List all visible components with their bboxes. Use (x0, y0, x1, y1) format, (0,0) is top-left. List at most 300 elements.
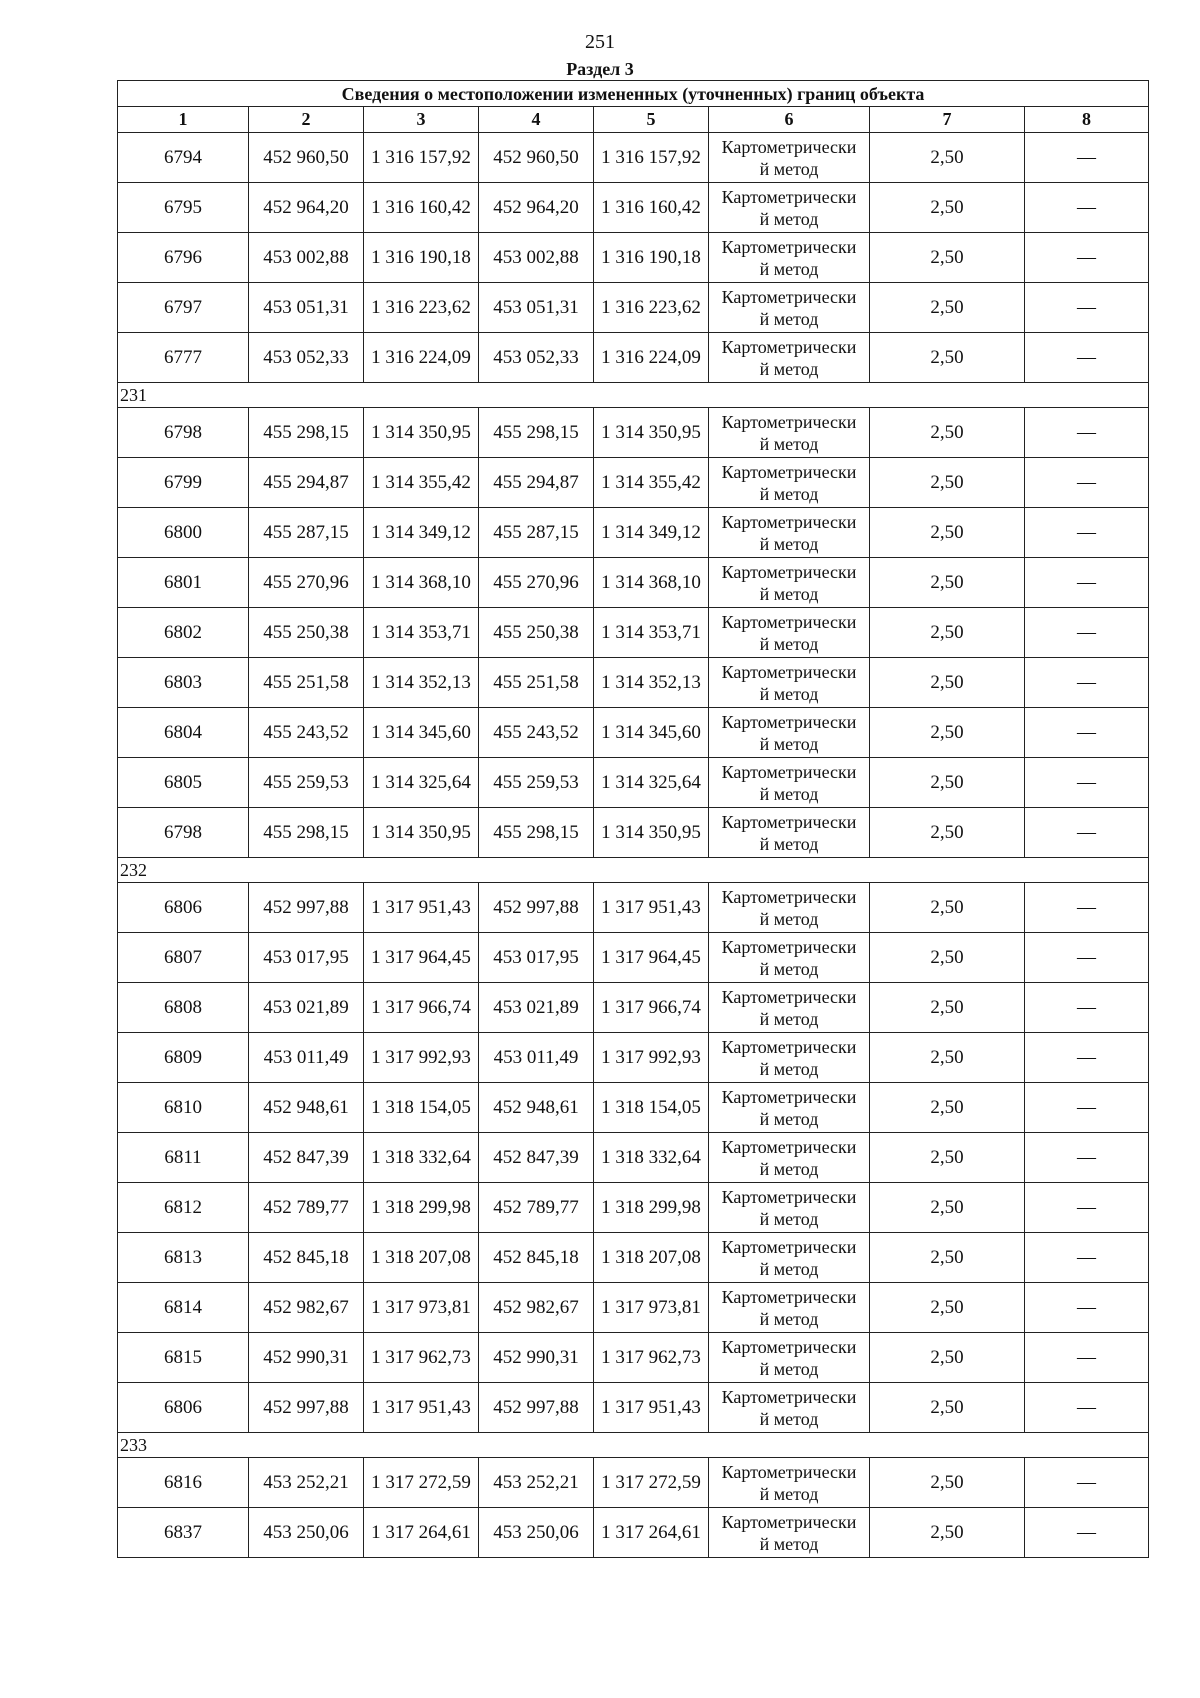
method-cell (709, 1183, 870, 1233)
method-line-2: й метод (759, 958, 819, 979)
y-new-cell: 1 314 345,60 (594, 708, 709, 758)
method-line-1: Картометрически (721, 611, 857, 632)
x-new-cell: 455 298,15 (479, 808, 594, 858)
method-line-2: й метод (759, 1408, 819, 1429)
point-number-cell: 6812 (118, 1183, 249, 1233)
y-old-cell: 1 314 325,64 (364, 758, 479, 808)
y-old-cell: 1 314 352,13 (364, 658, 479, 708)
point-number-cell: 6800 (118, 508, 249, 558)
table-row (118, 408, 1149, 458)
group-label: 231 (118, 383, 1149, 408)
point-number-cell: 6813 (118, 1233, 249, 1283)
x-new-cell: 455 251,58 (479, 658, 594, 708)
x-old-cell: 452 964,20 (249, 183, 364, 233)
y-old-cell: 1 317 992,93 (364, 1033, 479, 1083)
table-title: Сведения о местоположении измененных (уточненных) границ объекта (118, 81, 1149, 107)
method-line-1: Картометрически (721, 461, 857, 482)
table-row (118, 608, 1149, 658)
description-cell: — (1025, 758, 1149, 808)
point-number-cell: 6796 (118, 233, 249, 283)
point-number-cell: 6798 (118, 408, 249, 458)
method-cell (709, 983, 870, 1033)
column-header-2: 2 (249, 107, 364, 133)
description-cell: — (1025, 708, 1149, 758)
method-cell (709, 1233, 870, 1283)
boundary-coordinates-table (117, 80, 1149, 1558)
table-row (118, 658, 1149, 708)
x-new-cell: 452 789,77 (479, 1183, 594, 1233)
point-number-cell: 6797 (118, 283, 249, 333)
column-header-1: 1 (118, 107, 249, 133)
table-row (118, 1333, 1149, 1383)
x-old-cell: 453 250,06 (249, 1508, 364, 1558)
method-cell (709, 558, 870, 608)
method-cell (709, 1508, 870, 1558)
table-row (118, 508, 1149, 558)
method-line-1: Картометрически (721, 1236, 857, 1257)
method-line-1: Картометрически (721, 1386, 857, 1407)
y-new-cell: 1 316 157,92 (594, 133, 709, 183)
x-old-cell: 452 982,67 (249, 1283, 364, 1333)
method-line-2: й метод (759, 358, 819, 379)
precision-cell: 2,50 (870, 608, 1025, 658)
group-label: 232 (118, 858, 1149, 883)
column-header-3: 3 (364, 107, 479, 133)
description-cell: — (1025, 1458, 1149, 1508)
y-old-cell: 1 317 951,43 (364, 1383, 479, 1433)
y-old-cell: 1 317 951,43 (364, 883, 479, 933)
y-new-cell: 1 317 272,59 (594, 1458, 709, 1508)
y-new-cell: 1 317 951,43 (594, 883, 709, 933)
y-old-cell: 1 316 224,09 (364, 333, 479, 383)
table-row (118, 1458, 1149, 1508)
group-label: 233 (118, 1433, 1149, 1458)
x-old-cell: 452 997,88 (249, 883, 364, 933)
method-cell (709, 1383, 870, 1433)
x-old-cell: 452 990,31 (249, 1333, 364, 1383)
precision-cell: 2,50 (870, 1333, 1025, 1383)
method-line-2: й метод (759, 1108, 819, 1129)
method-cell (709, 1033, 870, 1083)
method-line-1: Картометрически (721, 1036, 857, 1057)
x-old-cell: 453 017,95 (249, 933, 364, 983)
group-row (118, 383, 1149, 408)
y-old-cell: 1 316 157,92 (364, 133, 479, 183)
description-cell: — (1025, 933, 1149, 983)
description-cell: — (1025, 608, 1149, 658)
precision-cell: 2,50 (870, 333, 1025, 383)
table-row (118, 983, 1149, 1033)
description-cell: — (1025, 283, 1149, 333)
method-cell (709, 133, 870, 183)
x-old-cell: 452 997,88 (249, 1383, 364, 1433)
method-line-2: й метод (759, 308, 819, 329)
y-old-cell: 1 318 154,05 (364, 1083, 479, 1133)
x-new-cell: 455 250,38 (479, 608, 594, 658)
y-new-cell: 1 316 223,62 (594, 283, 709, 333)
x-new-cell: 453 051,31 (479, 283, 594, 333)
x-new-cell: 452 845,18 (479, 1233, 594, 1283)
method-cell (709, 333, 870, 383)
y-new-cell: 1 314 353,71 (594, 608, 709, 658)
description-cell: — (1025, 408, 1149, 458)
x-new-cell: 455 259,53 (479, 758, 594, 808)
y-old-cell: 1 314 355,42 (364, 458, 479, 508)
table-row (118, 1183, 1149, 1233)
column-header-6: 6 (709, 107, 870, 133)
y-old-cell: 1 314 353,71 (364, 608, 479, 658)
point-number-cell: 6816 (118, 1458, 249, 1508)
method-line-2: й метод (759, 1258, 819, 1279)
x-old-cell: 455 298,15 (249, 408, 364, 458)
table-row (118, 133, 1149, 183)
precision-cell: 2,50 (870, 1383, 1025, 1433)
x-new-cell: 452 948,61 (479, 1083, 594, 1133)
precision-cell: 2,50 (870, 808, 1025, 858)
method-line-1: Картометрически (721, 1086, 857, 1107)
y-old-cell: 1 317 964,45 (364, 933, 479, 983)
y-old-cell: 1 314 349,12 (364, 508, 479, 558)
y-new-cell: 1 318 207,08 (594, 1233, 709, 1283)
method-line-1: Картометрически (721, 1186, 857, 1207)
point-number-cell: 6795 (118, 183, 249, 233)
x-old-cell: 452 789,77 (249, 1183, 364, 1233)
point-number-cell: 6837 (118, 1508, 249, 1558)
precision-cell: 2,50 (870, 1083, 1025, 1133)
precision-cell: 2,50 (870, 1133, 1025, 1183)
x-old-cell: 452 960,50 (249, 133, 364, 183)
precision-cell: 2,50 (870, 758, 1025, 808)
x-old-cell: 455 259,53 (249, 758, 364, 808)
y-old-cell: 1 318 207,08 (364, 1233, 479, 1283)
method-cell (709, 408, 870, 458)
table-row (118, 758, 1149, 808)
description-cell: — (1025, 808, 1149, 858)
method-cell (709, 1083, 870, 1133)
y-new-cell: 1 317 264,61 (594, 1508, 709, 1558)
precision-cell: 2,50 (870, 658, 1025, 708)
precision-cell: 2,50 (870, 1033, 1025, 1083)
point-number-cell: 6814 (118, 1283, 249, 1333)
section-title: Раздел 3 (566, 59, 634, 79)
table-row (118, 1508, 1149, 1558)
method-line-1: Картометрически (721, 136, 857, 157)
point-number-cell: 6809 (118, 1033, 249, 1083)
precision-cell: 2,50 (870, 458, 1025, 508)
method-line-2: й метод (759, 833, 819, 854)
method-line-2: й метод (759, 1058, 819, 1079)
point-number-cell: 6777 (118, 333, 249, 383)
x-old-cell: 453 052,33 (249, 333, 364, 383)
precision-cell: 2,50 (870, 133, 1025, 183)
y-old-cell: 1 314 368,10 (364, 558, 479, 608)
method-line-1: Картометрически (721, 286, 857, 307)
column-header-row (118, 107, 1149, 133)
method-line-1: Картометрически (721, 1136, 857, 1157)
y-old-cell: 1 314 345,60 (364, 708, 479, 758)
precision-cell: 2,50 (870, 933, 1025, 983)
description-cell: — (1025, 508, 1149, 558)
y-old-cell: 1 317 272,59 (364, 1458, 479, 1508)
point-number-cell: 6798 (118, 808, 249, 858)
point-number-cell: 6801 (118, 558, 249, 608)
x-new-cell: 453 011,49 (479, 1033, 594, 1083)
x-old-cell: 455 270,96 (249, 558, 364, 608)
method-cell (709, 508, 870, 558)
table-row (118, 283, 1149, 333)
method-line-2: й метод (759, 583, 819, 604)
y-old-cell: 1 317 973,81 (364, 1283, 479, 1333)
x-old-cell: 455 251,58 (249, 658, 364, 708)
y-new-cell: 1 317 966,74 (594, 983, 709, 1033)
point-number-cell: 6815 (118, 1333, 249, 1383)
table-row (118, 883, 1149, 933)
precision-cell: 2,50 (870, 1183, 1025, 1233)
method-line-2: й метод (759, 733, 819, 754)
x-new-cell: 452 964,20 (479, 183, 594, 233)
y-old-cell: 1 317 264,61 (364, 1508, 479, 1558)
x-new-cell: 452 997,88 (479, 1383, 594, 1433)
description-cell: — (1025, 1383, 1149, 1433)
column-header-4: 4 (479, 107, 594, 133)
x-new-cell: 453 252,21 (479, 1458, 594, 1508)
method-line-2: й метод (759, 1483, 819, 1504)
method-line-1: Картометрически (721, 1286, 857, 1307)
method-line-2: й метод (759, 1158, 819, 1179)
precision-cell: 2,50 (870, 408, 1025, 458)
point-number-cell: 6811 (118, 1133, 249, 1183)
y-new-cell: 1 317 962,73 (594, 1333, 709, 1383)
y-old-cell: 1 314 350,95 (364, 408, 479, 458)
method-cell (709, 933, 870, 983)
x-old-cell: 455 287,15 (249, 508, 364, 558)
table-body (118, 133, 1149, 1558)
point-number-cell: 6807 (118, 933, 249, 983)
method-cell (709, 708, 870, 758)
x-new-cell: 452 847,39 (479, 1133, 594, 1183)
x-old-cell: 455 250,38 (249, 608, 364, 658)
table-row (118, 558, 1149, 608)
x-old-cell: 452 847,39 (249, 1133, 364, 1183)
point-number-cell: 6803 (118, 658, 249, 708)
x-new-cell: 452 982,67 (479, 1283, 594, 1333)
x-new-cell: 455 243,52 (479, 708, 594, 758)
y-new-cell: 1 314 355,42 (594, 458, 709, 508)
table-row (118, 183, 1149, 233)
method-line-1: Картометрически (721, 936, 857, 957)
point-number-cell: 6810 (118, 1083, 249, 1133)
description-cell: — (1025, 658, 1149, 708)
method-line-1: Картометрически (721, 1336, 857, 1357)
point-number-cell: 6808 (118, 983, 249, 1033)
y-new-cell: 1 318 154,05 (594, 1083, 709, 1133)
x-new-cell: 453 017,95 (479, 933, 594, 983)
description-cell: — (1025, 883, 1149, 933)
x-new-cell: 452 960,50 (479, 133, 594, 183)
method-cell (709, 233, 870, 283)
description-cell: — (1025, 983, 1149, 1033)
method-cell (709, 1133, 870, 1183)
y-new-cell: 1 318 299,98 (594, 1183, 709, 1233)
table-row (118, 458, 1149, 508)
method-line-1: Картометрически (721, 561, 857, 582)
group-row (118, 1433, 1149, 1458)
y-new-cell: 1 314 350,95 (594, 808, 709, 858)
precision-cell: 2,50 (870, 183, 1025, 233)
method-line-2: й метод (759, 258, 819, 279)
x-new-cell: 455 270,96 (479, 558, 594, 608)
x-new-cell: 453 250,06 (479, 1508, 594, 1558)
x-old-cell: 455 298,15 (249, 808, 364, 858)
method-cell (709, 283, 870, 333)
x-new-cell: 453 002,88 (479, 233, 594, 283)
precision-cell: 2,50 (870, 1283, 1025, 1333)
point-number-cell: 6794 (118, 133, 249, 183)
x-old-cell: 452 845,18 (249, 1233, 364, 1283)
point-number-cell: 6802 (118, 608, 249, 658)
y-old-cell: 1 318 299,98 (364, 1183, 479, 1233)
method-cell (709, 808, 870, 858)
method-line-1: Картометрически (721, 886, 857, 907)
y-old-cell: 1 317 962,73 (364, 1333, 479, 1383)
group-row (118, 858, 1149, 883)
description-cell: — (1025, 133, 1149, 183)
y-new-cell: 1 316 224,09 (594, 333, 709, 383)
method-cell (709, 883, 870, 933)
y-new-cell: 1 316 160,42 (594, 183, 709, 233)
table-row (118, 333, 1149, 383)
x-new-cell: 452 997,88 (479, 883, 594, 933)
y-new-cell: 1 317 964,45 (594, 933, 709, 983)
method-line-2: й метод (759, 158, 819, 179)
y-new-cell: 1 317 973,81 (594, 1283, 709, 1333)
precision-cell: 2,50 (870, 708, 1025, 758)
method-line-2: й метод (759, 208, 819, 229)
column-header-5: 5 (594, 107, 709, 133)
table-row (118, 708, 1149, 758)
x-old-cell: 453 011,49 (249, 1033, 364, 1083)
y-new-cell: 1 316 190,18 (594, 233, 709, 283)
x-old-cell: 453 252,21 (249, 1458, 364, 1508)
y-old-cell: 1 316 190,18 (364, 233, 479, 283)
method-line-2: й метод (759, 1308, 819, 1329)
precision-cell: 2,50 (870, 1458, 1025, 1508)
description-cell: — (1025, 1283, 1149, 1333)
y-new-cell: 1 314 349,12 (594, 508, 709, 558)
method-line-2: й метод (759, 1008, 819, 1029)
table-row (118, 1133, 1149, 1183)
precision-cell: 2,50 (870, 1233, 1025, 1283)
description-cell: — (1025, 233, 1149, 283)
x-old-cell: 453 051,31 (249, 283, 364, 333)
x-old-cell: 452 948,61 (249, 1083, 364, 1133)
method-cell (709, 758, 870, 808)
description-cell: — (1025, 333, 1149, 383)
y-old-cell: 1 316 160,42 (364, 183, 479, 233)
method-line-1: Картометрически (721, 1511, 857, 1532)
x-new-cell: 455 294,87 (479, 458, 594, 508)
point-number-cell: 6805 (118, 758, 249, 808)
x-new-cell: 453 052,33 (479, 333, 594, 383)
method-cell (709, 1458, 870, 1508)
x-new-cell: 452 990,31 (479, 1333, 594, 1383)
method-line-2: й метод (759, 433, 819, 454)
x-new-cell: 455 298,15 (479, 408, 594, 458)
precision-cell: 2,50 (870, 983, 1025, 1033)
y-old-cell: 1 316 223,62 (364, 283, 479, 333)
method-line-2: й метод (759, 908, 819, 929)
method-line-1: Картометрически (721, 661, 857, 682)
method-line-1: Картометрически (721, 1461, 857, 1482)
precision-cell: 2,50 (870, 883, 1025, 933)
method-cell (709, 458, 870, 508)
method-line-2: й метод (759, 533, 819, 554)
method-line-2: й метод (759, 1533, 819, 1554)
method-line-2: й метод (759, 483, 819, 504)
table-row (118, 1233, 1149, 1283)
method-line-2: й метод (759, 633, 819, 654)
table-row (118, 808, 1149, 858)
precision-cell: 2,50 (870, 233, 1025, 283)
page-number: 251 (585, 31, 615, 53)
method-cell (709, 1283, 870, 1333)
method-line-1: Картометрически (721, 336, 857, 357)
method-line-1: Картометрически (721, 811, 857, 832)
method-line-2: й метод (759, 1358, 819, 1379)
point-number-cell: 6806 (118, 1383, 249, 1433)
column-header-7: 7 (870, 107, 1025, 133)
y-new-cell: 1 314 325,64 (594, 758, 709, 808)
point-number-cell: 6806 (118, 883, 249, 933)
description-cell: — (1025, 1333, 1149, 1383)
description-cell: — (1025, 1233, 1149, 1283)
method-line-1: Картометрически (721, 236, 857, 257)
y-new-cell: 1 317 992,93 (594, 1033, 709, 1083)
method-line-2: й метод (759, 683, 819, 704)
x-new-cell: 455 287,15 (479, 508, 594, 558)
table-row (118, 1033, 1149, 1083)
y-new-cell: 1 314 350,95 (594, 408, 709, 458)
method-line-1: Картометрически (721, 986, 857, 1007)
precision-cell: 2,50 (870, 1508, 1025, 1558)
description-cell: — (1025, 1083, 1149, 1133)
method-line-1: Картометрически (721, 761, 857, 782)
method-line-2: й метод (759, 783, 819, 804)
point-number-cell: 6799 (118, 458, 249, 508)
method-line-2: й метод (759, 1208, 819, 1229)
y-old-cell: 1 314 350,95 (364, 808, 479, 858)
method-cell (709, 658, 870, 708)
table-row (118, 1283, 1149, 1333)
method-cell (709, 1333, 870, 1383)
description-cell: — (1025, 1183, 1149, 1233)
y-new-cell: 1 317 951,43 (594, 1383, 709, 1433)
description-cell: — (1025, 1508, 1149, 1558)
y-old-cell: 1 318 332,64 (364, 1133, 479, 1183)
x-old-cell: 453 002,88 (249, 233, 364, 283)
table-row (118, 1383, 1149, 1433)
y-new-cell: 1 314 368,10 (594, 558, 709, 608)
point-number-cell: 6804 (118, 708, 249, 758)
description-cell: — (1025, 558, 1149, 608)
method-line-1: Картометрически (721, 711, 857, 732)
method-line-1: Картометрически (721, 186, 857, 207)
description-cell: — (1025, 458, 1149, 508)
x-old-cell: 455 243,52 (249, 708, 364, 758)
method-line-1: Картометрически (721, 511, 857, 532)
table-row (118, 933, 1149, 983)
method-cell (709, 183, 870, 233)
